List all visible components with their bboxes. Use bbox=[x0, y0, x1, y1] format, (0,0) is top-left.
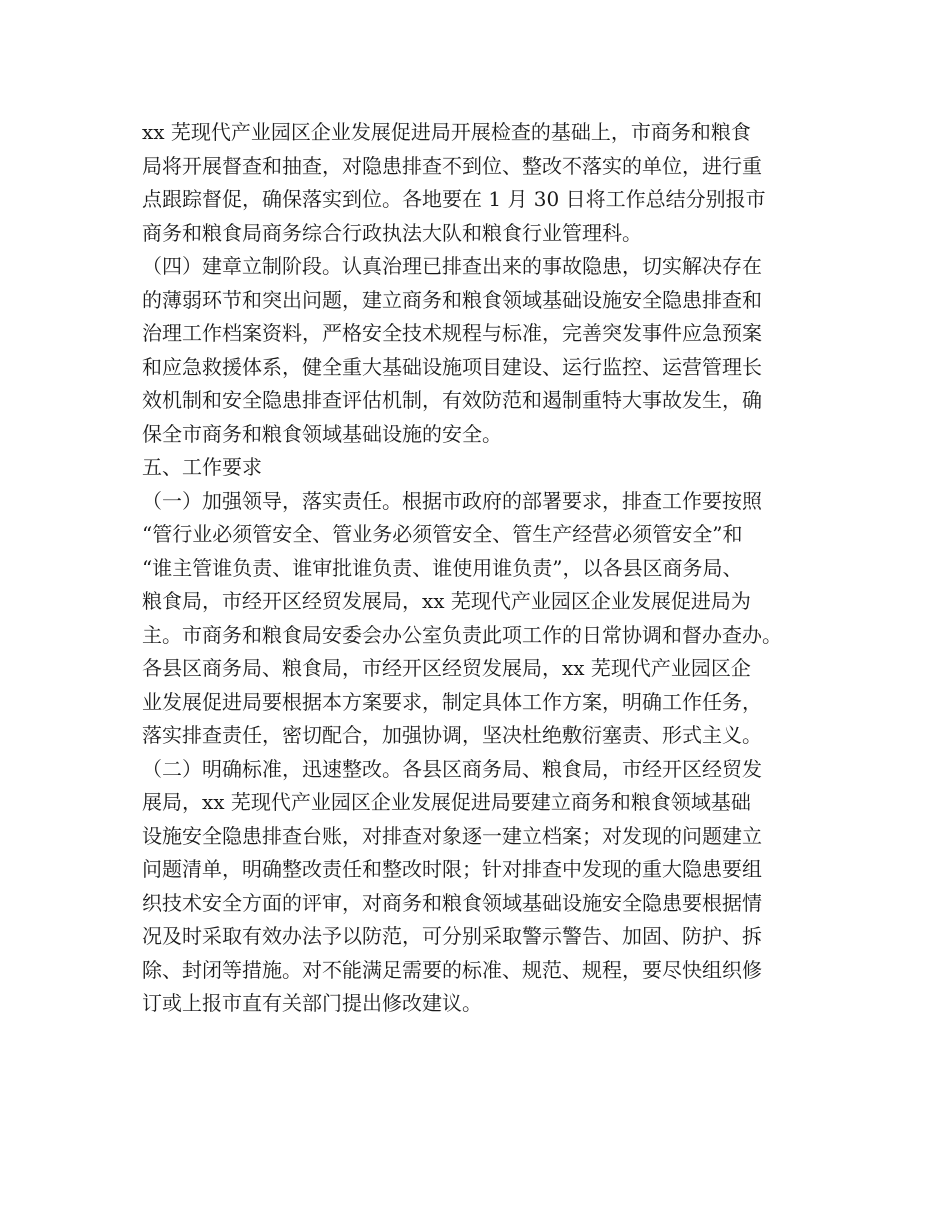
text-line: 除、封闭等措施。对不能满足需要的标准、规范、规程，要尽快组织修 bbox=[142, 957, 762, 982]
text-line: 局将开展督查和抽查，对隐患排查不到位、整改不落实的单位，进行重 bbox=[142, 153, 762, 178]
text-line: 和应急救援体系，健全重大基础设施项目建设、运行监控、运营管理长 bbox=[142, 354, 762, 379]
text-line: 效机制和安全隐患排查评估机制，有效防范和遏制重特大事故发生，确 bbox=[142, 388, 762, 412]
text-line: 业发展促进局要根据本方案要求，制定具体工作方案，明确工作任务， bbox=[142, 689, 762, 714]
text-line: “管行业必须管安全、管业务必须管安全、管生产经营必须管安全”和 bbox=[142, 522, 743, 546]
text-line: 问题清单，明确整改责任和整改时限；针对排查中发现的重大隐患要组 bbox=[142, 857, 762, 881]
text-line: 主。市商务和粮食局安委会办公室负责此项工作的日常协调和督办查办。 bbox=[142, 622, 782, 647]
text-line: 的薄弱环节和突出问题，建立商务和粮食领域基础设施安全隐患排查和 bbox=[142, 287, 762, 312]
text-line: “谁主管谁负责、谁审批谁负责、谁使用谁负责”，以各县区商务局、 bbox=[142, 555, 743, 580]
section-heading-4: （四）建章立制阶段。认真治理已排查出来的事故隐患，切实解决存在 bbox=[142, 254, 762, 278]
text-line: 点跟踪督促，确保落实到位。各地要在 1 月 30 日将工作总结分别报市 bbox=[142, 187, 766, 211]
text-line: 落实排查责任，密切配合，加强协调，坚决杜绝敷衍塞责、形式主义。 bbox=[142, 723, 762, 747]
subsection-heading-2: （二）明确标准，迅速整改。各县区商务局、粮食局，市经开区经贸发 bbox=[142, 756, 762, 781]
text-line: 设施安全隐患排查台账，对排查对象逐一建立档案；对发现的问题建立 bbox=[142, 823, 762, 848]
text-line: 治理工作档案资料，严格安全技术规程与标准，完善突发事件应急预案 bbox=[142, 321, 762, 345]
text-line: xx 芜现代产业园区企业发展促进局开展检查的基础上，市商务和粮食 bbox=[142, 120, 751, 144]
text-line: 粮食局，市经开区经贸发展局，xx 芜现代产业园区企业发展促进局为 bbox=[142, 589, 751, 613]
text-line: 保全市商务和粮食领域基础设施的安全。 bbox=[142, 421, 502, 446]
text-line: 展局，xx 芜现代产业园区企业发展促进局要建立商务和粮食领域基础 bbox=[142, 790, 751, 814]
document-body bbox=[142, 116, 822, 1021]
text-line: 况及时采取有效办法予以防范，可分别采取警示警告、加固、防护、拆 bbox=[142, 924, 762, 948]
text-line: 商务和粮食局商务综合行政执法大队和粮食行业管理科。 bbox=[142, 220, 642, 245]
section-title-work-requirements: 五、工作要求 bbox=[142, 455, 262, 479]
text-line: 各县区商务局、粮食局，市经开区经贸发展局，xx 芜现代产业园区企 bbox=[142, 656, 751, 680]
text-line: 订或上报市直有关部门提出修改建议。 bbox=[142, 991, 482, 1015]
text-line: 织技术安全方面的评审，对商务和粮食领域基础设施安全隐患要根据情 bbox=[142, 890, 762, 915]
subsection-heading-1: （一）加强领导，落实责任。根据市政府的部署要求，排查工作要按照 bbox=[142, 488, 762, 513]
